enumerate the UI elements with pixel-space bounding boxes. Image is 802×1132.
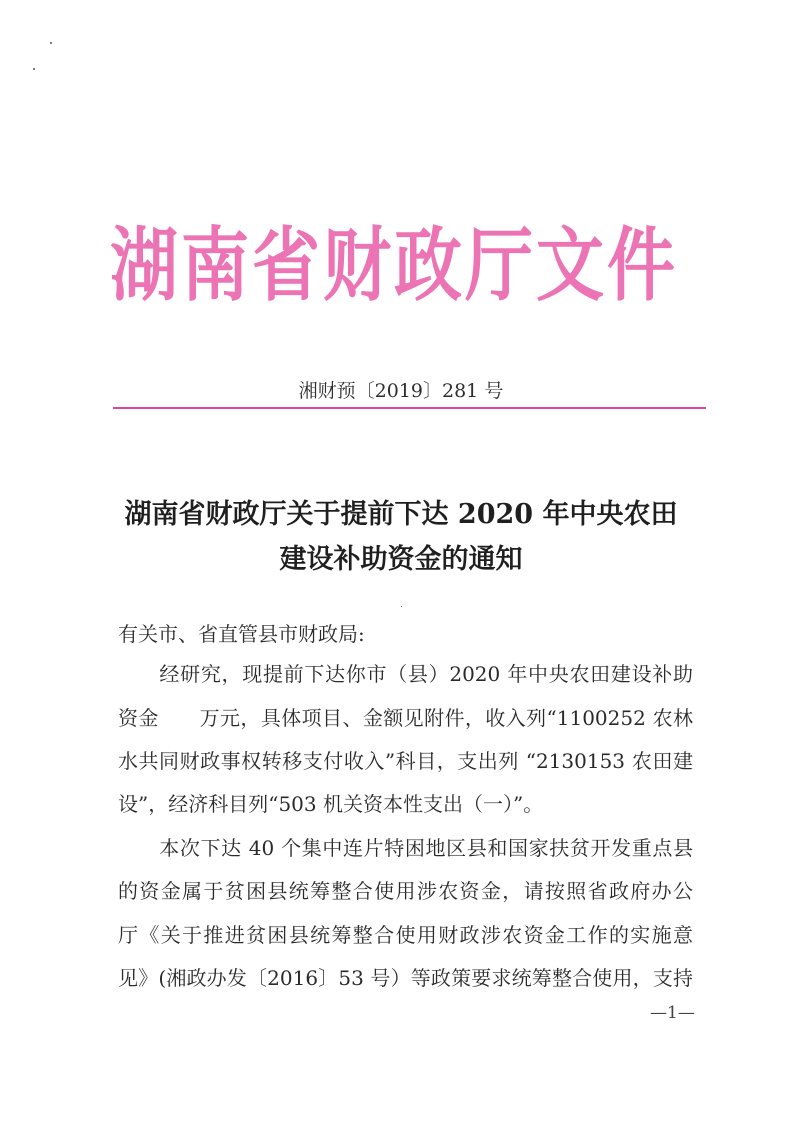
page-number: —1— <box>650 1003 695 1023</box>
letterhead-divider <box>113 407 706 409</box>
body-text-line: 经研究，现提前下达你市（县）2020 年中央农田建设补助 <box>118 662 693 686</box>
body-text-line: 厅《关于推进贫困县统筹整合使用财政涉农资金工作的实施意 <box>118 923 693 947</box>
body-text-line: 水共同财政事权转移支付收入”科目，支出列 “2130153 农田建 <box>118 749 693 773</box>
document-title <box>100 492 702 582</box>
body-text-line: 资金 万元，具体项目、金额见附件，收入列“1100252 农林 <box>118 706 693 730</box>
letterhead-title: 湖南省财政厅文件 <box>110 219 679 314</box>
document-number: 湘财预〔2019〕281 号 <box>298 380 504 402</box>
body-text-line: 设”，经济科目列“503 机关资本性支出（一）”。 <box>118 792 544 816</box>
scan-speck <box>401 606 402 607</box>
body-text-line: 本次下达 40 个集中连片特困地区县和国家扶贫开发重点县 <box>118 836 693 860</box>
scan-speck <box>33 68 35 70</box>
addressee: 有关市、省直管县市财政局: <box>118 622 365 646</box>
document-title-line: 建设补助资金的通知 <box>279 544 523 575</box>
body-text-line: 的资金属于贫困县统筹整合使用涉农资金，请按照省政府办公 <box>118 879 693 903</box>
scan-speck <box>50 42 52 44</box>
body-text-line: 见》(湘政办发〔2016〕53 号）等政策要求统筹整合使用，支持 <box>118 966 693 990</box>
document-title-line: 湖南省财政厅关于提前下达 2020 年中央农田 <box>124 499 678 530</box>
